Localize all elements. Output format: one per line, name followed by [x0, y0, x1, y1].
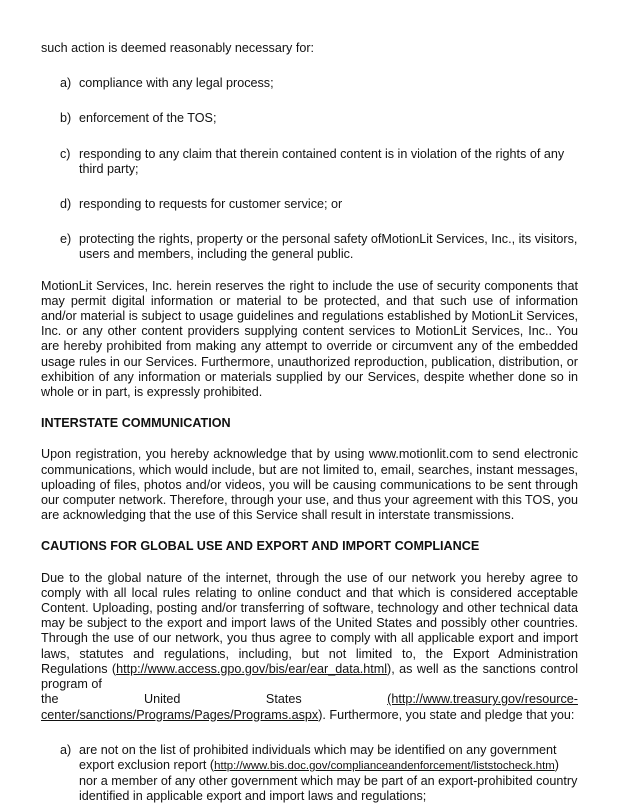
list-marker: e) — [60, 232, 72, 247]
list-item — [41, 197, 578, 212]
list-item-text: compliance with any legal process; — [79, 76, 274, 91]
list-item-text: protecting the rights, property or the personal safety ofMotionLit Services, Inc., its visitors, users and members, including the general public. — [79, 232, 578, 262]
security-paragraph: MotionLit Services, Inc. herein reserves the right to include the use of security components that may permit digital information or material to be protected, and that such use of information and/or material is subject to usage guidelines and regulations established by MotionLit Services, Inc. or any other content providers supplying content services to MotionLit Services, Inc.. You are hereby prohibited from making any attempt to override or circumvent any of the embedded usage rules in our Services. Furthermore, unauthorized reproduction, publication, distribution, or exhibition of any information or materials supplied by our Services, despite whether done so in whole or in part, is expressly prohibited. — [41, 278, 578, 400]
list-item — [41, 76, 578, 91]
paragraph-last-line — [41, 708, 578, 723]
paragraph-text: are not on the list of prohibited individuals which may be identified on any government export exclusion report ( — [79, 742, 557, 772]
list-item-text: responding to requests for customer service; or — [79, 197, 343, 212]
paragraph-text: Due to the global nature of the internet, through the use of our network you hereby agree to comply with all local rules relating to online conduct and that which is considered acceptable Content. Uploading, posting and/or transferring of software, technology and other technical data may be subject to the export and import laws of the United States and possibly other countries. Through the use of our network, you thus agree to comply with all applicable export and import laws, statutes and regulations, including, but not limited to, the Export Administration Regulations ( — [41, 570, 578, 676]
spread-word: the — [41, 692, 59, 707]
list-marker: a) — [60, 76, 72, 91]
purpose-list — [41, 76, 578, 262]
bis-link[interactable]: http://www.bis.doc.gov/complianceandenforcement/liststocheck.htm — [214, 759, 555, 772]
spread-word: States — [265, 692, 302, 707]
interstate-heading: INTERSTATE COMMUNICATION — [41, 416, 231, 431]
global-use-paragraph — [41, 571, 578, 723]
list-item — [41, 232, 578, 262]
spread-word: United — [144, 692, 181, 707]
interstate-paragraph: Upon registration, you hereby acknowledge that by using www.motionlit.com to send electronic communications, which would include, but are not limited to, email, searches, instant messages, uploading of files, photos and/or videos, you will be causing communications to be sent through our computer network. Therefore, through your use, and thus your agreement with this TOS, you are acknowledging that the use of this Service shall result in interstate transmissions. — [41, 447, 578, 523]
spread-line — [41, 692, 578, 707]
list-item-text — [79, 743, 578, 805]
list-item-text: responding to any claim that therein contained content is in violation of the rights of any third party; — [79, 146, 565, 176]
treasury-link-end[interactable]: center/sanctions/Programs/Pages/Programs.aspx — [41, 707, 319, 722]
list-marker: c) — [60, 146, 71, 161]
list-marker: d) — [60, 197, 72, 212]
global-use-heading: CAUTIONS FOR GLOBAL USE AND EXPORT AND IMPORT COMPLIANCE — [41, 539, 480, 554]
treasury-link-start[interactable]: (http://www.treasury.gov/resource- — [387, 692, 578, 707]
list-item — [41, 147, 578, 177]
paragraph-text: ). Furthermore, you state and pledge that you: — [318, 707, 575, 722]
list-item — [41, 111, 578, 126]
paragraph-text: ) nor a member of any other government which may be part of an export-prohibited country identified in applicable export and import laws and regulations; — [79, 757, 578, 804]
pledge-list-item — [41, 743, 578, 805]
ear-link[interactable]: http://www.access.gpo.gov/bis/ear/ear_data.html — [116, 661, 388, 676]
intro-text: such action is deemed reasonably necessary for: — [41, 41, 315, 55]
list-item-text: enforcement of the TOS; — [79, 111, 217, 126]
list-marker: a) — [60, 742, 72, 757]
list-marker: b) — [60, 111, 72, 126]
paragraph-text: ), as well as the sanctions control program of — [41, 661, 578, 692]
